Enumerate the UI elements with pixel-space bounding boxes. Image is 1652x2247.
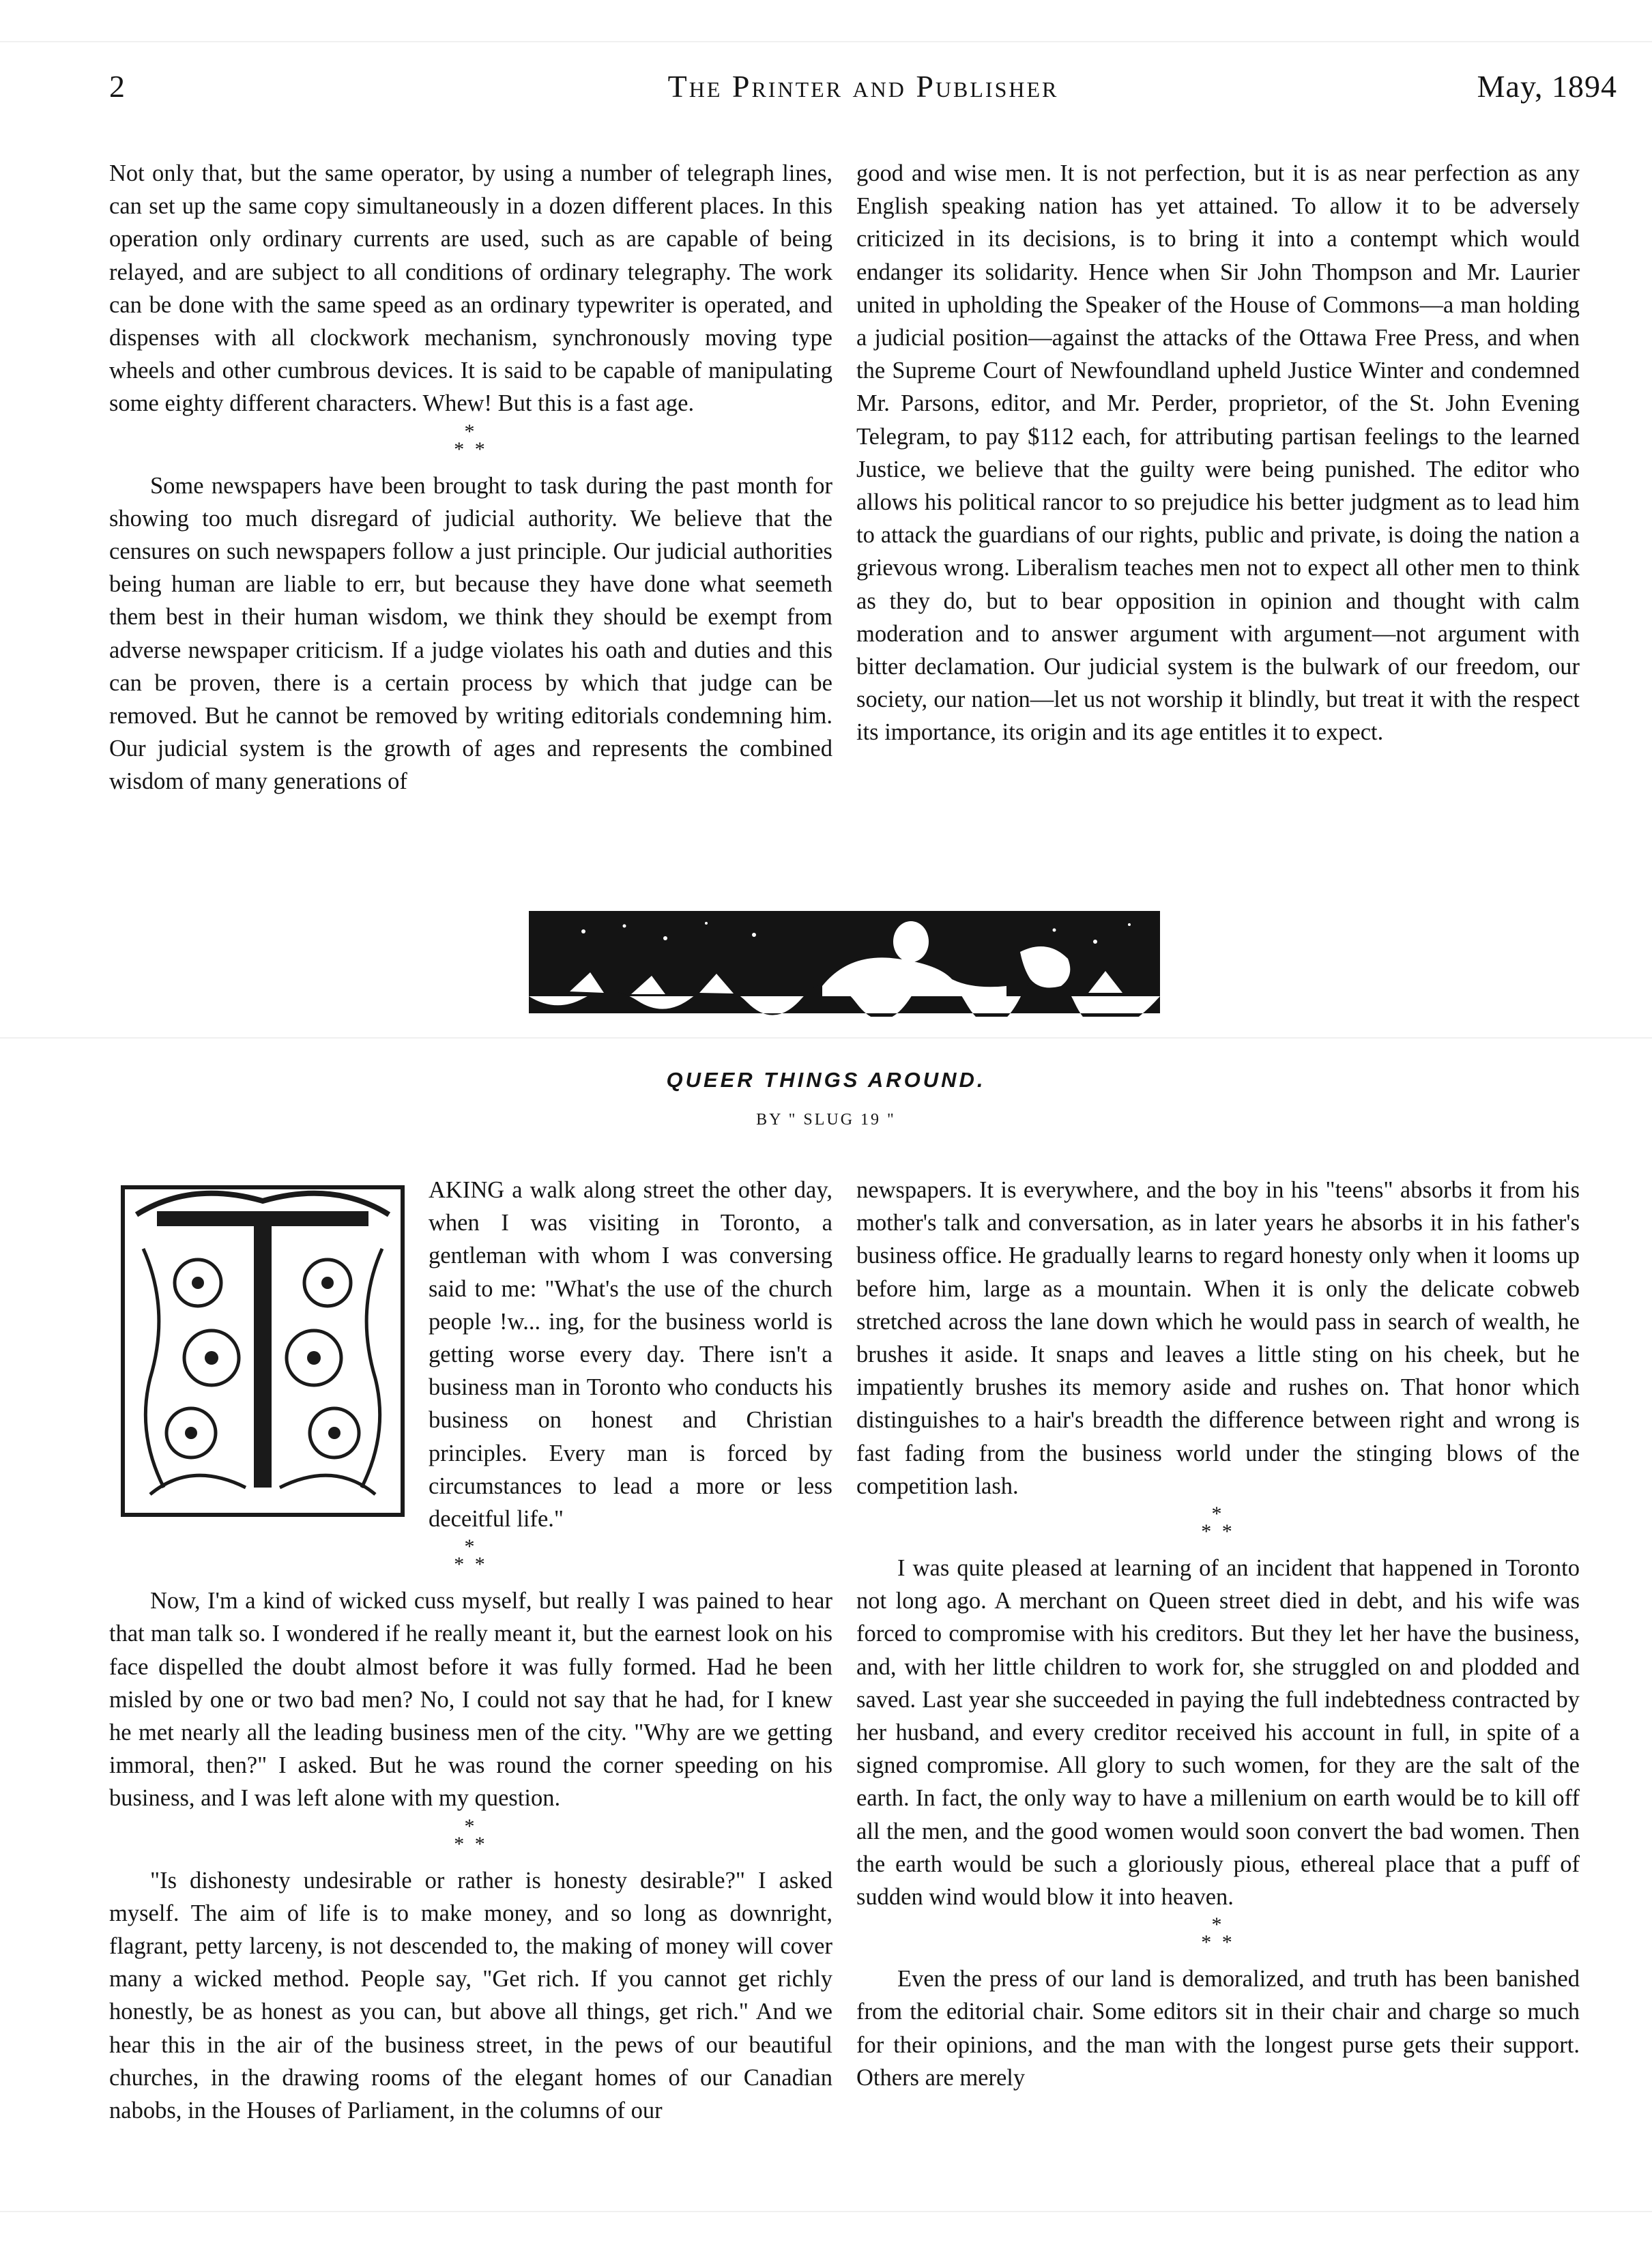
paragraph: "Is dishonesty undesirable or rather is honesty desirable?" I asked myself. The aim of life is to make money, and so long as downright, flagrant, petty larceny, is not descended to, the making of money will cover many a wicked method. People say, "Get rich. If you cannot get richly honestly, be as honest as you can, but above all things, get rich." And we hear this in the air of the business street, in the pews of our beautiful churches, in the drawing rooms of the elegant homes of our Canadian nabobs, in the Houses of Parliament, in the columns of our	[109, 1867, 832, 2124]
ornamental-letter-t-image	[109, 1174, 416, 1528]
column-right-top	[856, 157, 1580, 749]
asterism-divider: * * *	[454, 420, 488, 461]
scan-artifact	[0, 1037, 1652, 1039]
page-number: 2	[109, 69, 126, 104]
asterism-divider: * * *	[454, 1814, 488, 1855]
issue-date: May, 1894	[1477, 69, 1617, 104]
paragraph: newspapers. It is everywhere, and the boy in his "teens" absorbs it from his mother's talk and conversation, as in later years he absorbs it in his father's business office. He gradually learns to regard honesty only when it looms up before him, large as a mountain. When it is only the delicate cobweb stretched across the lane down which he would pass in search of wealth, he brushes it aside. It snaps and leaves a little sting on his cheek, but he impatiently brushes its memory aside and rushes on. That honor which distinguishes to a hair's breadth the difference between right and wrong is fast fading from the business world under the stinging blows of the competition lash.	[856, 1177, 1580, 1499]
asterism-divider: * * *	[1201, 1503, 1235, 1543]
vignette-illustration	[529, 911, 1160, 1017]
asterism-divider: * * *	[1201, 1913, 1235, 1954]
publication-title: The Printer and Publisher	[667, 69, 1059, 104]
paragraph: Some newspapers have been brought to task during the past month for showing too much disregard of judicial authority. We believe that the censures on such newspapers follow a just principle. Our judicial authorities being human are liable to err, but because they have done what seemeth them best in their human wisdom, we think they should be exempt from adverse newspaper criticism. If a judge violates his oath and duties and this can be proven, there is a certain process by which that judge can be removed. But he cannot be removed by writing editorials condemning him. Our judicial system is the growth of ages and represents the combined wisdom of many generations of	[109, 472, 832, 795]
vignette-woman-bird-image	[529, 911, 1160, 1017]
paragraph: AKING a walk along street the other day, when I was visiting in Toronto, a gentleman with whom I was conversing said to me: "What's the use of the church people !w... ing, for the business world is getting worse every day. There isn't a business man in Toronto who conducts his business on honest and Christian principles. Every man is forced by circumstances to lead a more or less deceitful life."	[429, 1177, 832, 1533]
paragraph: good and wise men. It is not perfection, but it is as near perfection as any English speaking nation has yet attained. To allow it to be adversely criticized in its decisions, is to bring it into a contempt which would endanger its solidarity. Hence when Sir John Thompson and Mr. Laurier united in upholding the Speaker of the House of Commons—a man holding a judicial position—against the attacks of the Ottawa Free Press, and when the Supreme Court of Newfoundland upheld Justice Winter and condemned Mr. Parsons, editor, and Mr. Perder, proprietor, of the St. John Evening Telegram, to pay $112 each, for attributing partisan feelings to the learned Justice, we believe that the guilty were being punished. The editor who allows his political rancor to so prejudice his better judgment as to lead him to attack the guardians of our rights, public and private, is doing the nation a grievous wrong. Liberalism teaches men not to expect all other men to think as they do, but to bear opposition in opinion and thought with calm moderation and to answer argument with argument—not argument with bitter declamation. Our judicial system is the bulwark of our freedom, our society, our nation—let us not worship it blindly, but treat it with the respect its importance, its origin and its age entitles it to expect.	[856, 160, 1580, 746]
article-title: QUEER THINGS AROUND.	[666, 1068, 986, 1092]
asterism-divider: * * *	[454, 1535, 488, 1576]
running-header	[109, 68, 1617, 109]
ornamental-drop-cap	[109, 1174, 416, 1528]
column-right-bottom	[856, 1174, 1580, 2094]
article-byline: BY " SLUG 19 "	[756, 1111, 896, 1129]
column-left-top	[109, 157, 832, 798]
paragraph: Even the press of our land is demoralized, and truth has been banished from the editorial chair. Some editors sit in their chair and charge so much for their opinions, and the man with the longest purse gets their support. Others are merely	[856, 1966, 1580, 2091]
paragraph: I was quite pleased at learning of an incident that happened in Toronto not long ago. A merchant on Queen street died in debt, and his wife was forced to compromise with his creditors. But they let her have the business, and, with her little children to work for, she struggled on and plodded and saved. Last year she succeeded in paying the full indebtedness contracted by her husband, and every creditor received his account in full, in spite of a signed compromise. All glory to such women, for they are the salt of the earth. In fact, the only way to have a millenium on earth would be to kill off all the men, and the good women would soon convert the bad women. Then the earth would be such a gloriously pious, ethereal place that a puff of sudden wind would blow it into heaven.	[856, 1555, 1580, 1911]
scan-artifact	[0, 2211, 1652, 2212]
paragraph: Not only that, but the same operator, by using a number of telegraph lines, can set up the same copy simultaneously in a dozen different places. In this operation only ordinary currents are used, such as are capable of being relayed, and are subject to all conditions of ordinary telegraphy. The work can be done with the same speed as an ordinary typewriter is operated, and dispenses with all clockwork mechanism, synchronously moving type wheels and other cumbrous devices. It is said to be capable of manipulating some eighty different characters. Whew! But this is a fast age.	[109, 160, 832, 417]
scan-artifact	[0, 41, 1652, 42]
paragraph: Now, I'm a kind of wicked cuss myself, but really I was pained to hear that man talk so. I wondered if he really meant it, but the earnest look on his face dispelled the doubt almost before it was fully formed. Had he been misled by one or two bad men? No, I could not say that he had, for I knew he met nearly all the leading business men of the city. "Why are we getting immoral, then?" I asked. But he was round the corner speeding on his business, and I was left alone with my question.	[109, 1588, 832, 1812]
column-left-bottom	[109, 1174, 832, 2127]
